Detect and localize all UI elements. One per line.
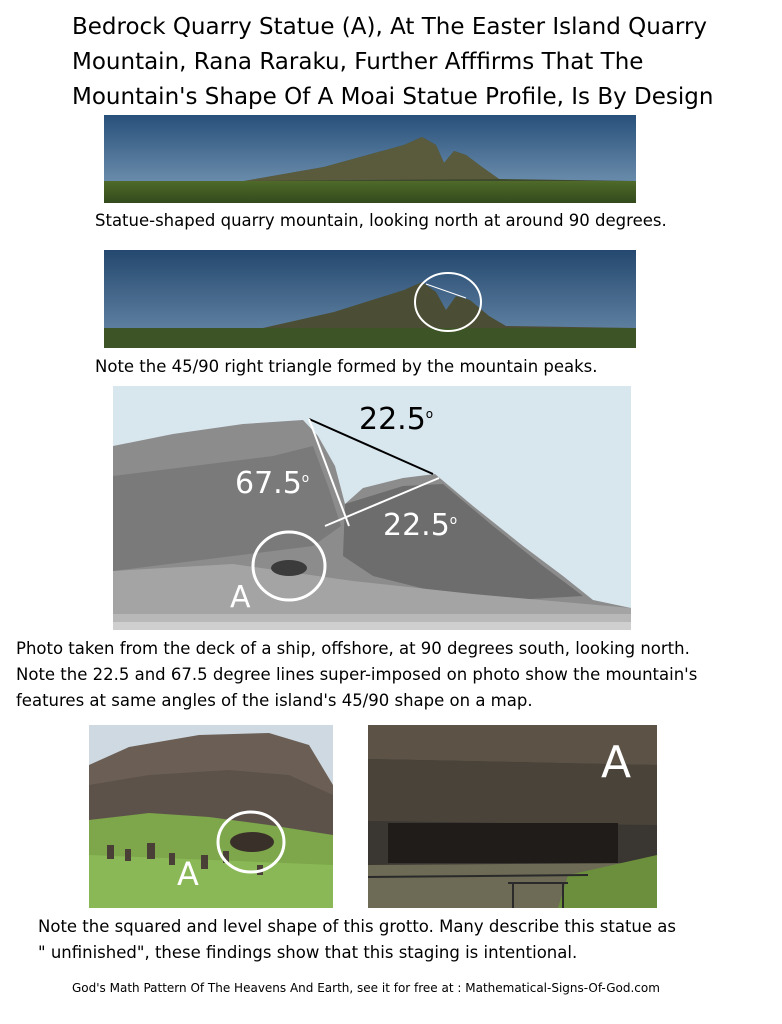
- mountain-circled-photo: [104, 250, 636, 348]
- description-line: Note the 22.5 and 67.5 degree lines super-imposed on photo show the mountain's: [16, 665, 698, 684]
- description-paragraph: [16, 636, 776, 714]
- angle-label-top: 22.5$^o$: [359, 402, 434, 437]
- description-line: features at same angles of the island's 45/90 shape on a map.: [16, 691, 533, 710]
- hillside-statues-photo: [89, 725, 333, 908]
- mountain-panorama-photo: [104, 115, 636, 203]
- closeup-angle-photo: [113, 386, 631, 630]
- title-line: Mountain, Rana Raraku, Further Afffirms That The: [72, 49, 644, 75]
- footer-text: God's Math Pattern Of The Heavens And Earth, see it for free at : Mathematical-Signs-Of-God.com: [72, 981, 660, 995]
- title-line: Mountain's Shape Of A Moai Statue Profile, Is By Design: [72, 84, 714, 110]
- page-title: [72, 10, 772, 115]
- marker-a-right: A: [601, 737, 632, 788]
- grotto-photo: [368, 725, 657, 908]
- title-line: Bedrock Quarry Statue (A), At The Easter Island Quarry: [72, 14, 708, 40]
- note-line: Note the squared and level shape of this grotto. Many describe this statue as: [38, 917, 676, 936]
- marker-a-label: A: [230, 580, 251, 615]
- marker-a-left: A: [177, 855, 199, 893]
- note-paragraph: [38, 914, 778, 966]
- photo2-caption: Note the 45/90 right triangle formed by the mountain peaks.: [95, 357, 598, 376]
- angle-label-left: 67.5$^o$: [235, 466, 310, 501]
- angle-label-right: 22.5$^o$: [383, 508, 458, 543]
- description-line: Photo taken from the deck of a ship, offshore, at 90 degrees south, looking north.: [16, 639, 690, 658]
- photo1-caption: Statue-shaped quarry mountain, looking north at around 90 degrees.: [95, 211, 667, 230]
- note-line: " unfinished", these findings show that this staging is intentional.: [38, 943, 578, 962]
